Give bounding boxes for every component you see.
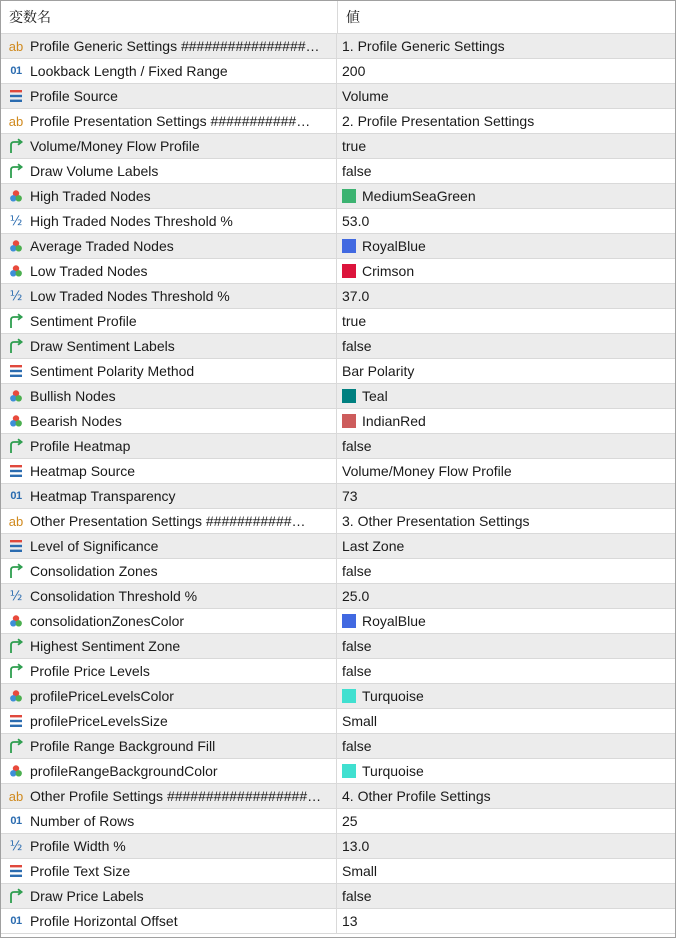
boolean-icon [7, 887, 25, 905]
color-icon [7, 412, 25, 430]
boolean-icon [7, 437, 25, 455]
property-value-cell[interactable] [337, 759, 675, 783]
property-row[interactable] [1, 484, 675, 509]
property-value-cell[interactable] [337, 859, 675, 883]
property-row[interactable] [1, 459, 675, 484]
property-row[interactable] [1, 559, 675, 584]
property-value: false [342, 888, 372, 904]
property-name-cell[interactable] [1, 734, 337, 758]
property-value-cell[interactable] [337, 909, 675, 933]
property-name-cell[interactable] [1, 759, 337, 783]
property-row[interactable] [1, 59, 675, 84]
property-value: 13 [342, 913, 358, 929]
property-value: Volume [342, 88, 389, 104]
property-row[interactable] [1, 359, 675, 384]
property-name: Profile Generic Settings ################… [30, 38, 320, 54]
name-column-header[interactable]: 変数名 [1, 1, 338, 33]
double-icon: ½ [9, 588, 23, 604]
property-value: Last Zone [342, 538, 405, 554]
property-value: false [342, 663, 372, 679]
property-name: Consolidation Threshold % [30, 588, 198, 604]
property-name: Sentiment Profile [30, 313, 137, 329]
property-name-cell[interactable] [1, 834, 337, 858]
property-value: false [342, 163, 372, 179]
property-name-cell[interactable] [1, 359, 337, 383]
property-value-cell[interactable] [337, 709, 675, 733]
property-row[interactable] [1, 434, 675, 459]
enum-icon [7, 87, 25, 105]
property-name: Draw Sentiment Labels [30, 338, 175, 354]
property-name-cell[interactable] [1, 909, 337, 933]
property-name: Profile Source [30, 88, 118, 104]
property-row[interactable] [1, 134, 675, 159]
property-value: false [342, 438, 372, 454]
property-name-cell[interactable] [1, 559, 337, 583]
property-value-cell[interactable] [337, 34, 675, 58]
property-name: Heatmap Source [30, 463, 136, 479]
property-name-cell[interactable] [1, 434, 337, 458]
grid-body [1, 34, 675, 934]
property-value: 3. Other Presentation Settings [342, 513, 530, 529]
property-row[interactable] [1, 284, 675, 309]
property-name: Profile Width % [30, 838, 126, 854]
property-value-cell[interactable] [337, 509, 675, 533]
property-row[interactable] [1, 859, 675, 884]
color-icon [7, 237, 25, 255]
property-name: Profile Text Size [30, 863, 131, 879]
property-name: Profile Price Levels [30, 663, 150, 679]
property-row[interactable] [1, 759, 675, 784]
property-value-cell[interactable] [337, 109, 675, 133]
property-value-cell[interactable] [337, 359, 675, 383]
string-icon: ab [8, 38, 24, 54]
property-name: Bearish Nodes [30, 413, 122, 429]
property-name: Draw Volume Labels [30, 163, 159, 179]
boolean-icon [7, 737, 25, 755]
property-value-cell[interactable] [337, 234, 675, 258]
property-row[interactable] [1, 84, 675, 109]
color-swatch [342, 689, 356, 703]
color-icon [7, 762, 25, 780]
boolean-icon [7, 312, 25, 330]
property-value: true [342, 138, 367, 154]
property-row[interactable] [1, 409, 675, 434]
property-value-cell[interactable] [337, 534, 675, 558]
property-name: Profile Horizontal Offset [30, 913, 178, 929]
property-name: Draw Price Labels [30, 888, 144, 904]
color-swatch [342, 764, 356, 778]
color-swatch [342, 414, 356, 428]
property-name: profilePriceLevelsSize [30, 713, 168, 729]
property-name-cell[interactable] [1, 459, 337, 483]
property-value: false [342, 738, 372, 754]
property-value-cell[interactable] [337, 484, 675, 508]
enum-icon [7, 537, 25, 555]
property-value-cell[interactable] [337, 59, 675, 83]
property-name-cell[interactable] [1, 134, 337, 158]
property-row[interactable] [1, 734, 675, 759]
property-value: 2. Profile Presentation Settings [342, 113, 535, 129]
property-row[interactable] [1, 234, 675, 259]
property-name: Profile Presentation Settings ###########… [30, 113, 311, 129]
property-name-cell[interactable] [1, 309, 337, 333]
property-name: Low Traded Nodes Threshold % [30, 288, 230, 304]
property-value: Turquoise [362, 763, 424, 779]
property-value: 4. Other Profile Settings [342, 788, 491, 804]
boolean-icon [7, 562, 25, 580]
property-value: 1. Profile Generic Settings [342, 38, 505, 54]
property-row[interactable] [1, 334, 675, 359]
property-row[interactable] [1, 509, 675, 534]
property-value-cell[interactable] [337, 584, 675, 608]
color-swatch [342, 189, 356, 203]
property-value: Bar Polarity [342, 363, 415, 379]
property-name-cell[interactable] [1, 709, 337, 733]
boolean-icon [7, 662, 25, 680]
string-icon: ab [8, 513, 24, 529]
boolean-icon [7, 337, 25, 355]
property-value-cell[interactable] [337, 634, 675, 658]
property-name: Sentiment Polarity Method [30, 363, 195, 379]
property-value: IndianRed [362, 413, 426, 429]
enum-icon [7, 462, 25, 480]
property-name-cell[interactable] [1, 509, 337, 533]
boolean-icon [7, 137, 25, 155]
property-name: Profile Heatmap [30, 438, 131, 454]
property-name-cell[interactable] [1, 209, 337, 233]
property-value: Teal [362, 388, 388, 404]
property-value: RoyalBlue [362, 238, 426, 254]
enum-icon [7, 862, 25, 880]
property-name: consolidationZonesColor [30, 613, 185, 629]
property-value: Volume/Money Flow Profile [342, 463, 512, 479]
property-name-cell[interactable] [1, 234, 337, 258]
property-row[interactable] [1, 909, 675, 934]
property-name-cell[interactable] [1, 684, 337, 708]
property-value-cell[interactable] [337, 159, 675, 183]
property-name-cell[interactable] [1, 59, 337, 83]
property-value-cell[interactable] [337, 84, 675, 108]
property-row[interactable] [1, 634, 675, 659]
property-value-cell[interactable] [337, 309, 675, 333]
property-row[interactable] [1, 684, 675, 709]
property-value: 53.0 [342, 213, 370, 229]
color-icon [7, 612, 25, 630]
property-row[interactable] [1, 384, 675, 409]
property-name-cell[interactable] [1, 409, 337, 433]
property-value-cell[interactable] [337, 384, 675, 408]
boolean-icon [7, 162, 25, 180]
property-name: Consolidation Zones [30, 563, 158, 579]
property-value: true [342, 313, 367, 329]
integer-icon: 01 [10, 815, 22, 827]
property-value-cell[interactable] [337, 284, 675, 308]
property-name-cell[interactable] [1, 809, 337, 833]
property-value-cell[interactable] [337, 834, 675, 858]
property-row[interactable] [1, 534, 675, 559]
property-name-cell[interactable] [1, 109, 337, 133]
property-name: profilePriceLevelsColor [30, 688, 174, 704]
property-row[interactable] [1, 809, 675, 834]
string-icon: ab [8, 113, 24, 129]
property-value: Crimson [362, 263, 415, 279]
property-value-cell[interactable] [337, 684, 675, 708]
property-name: Low Traded Nodes [30, 263, 148, 279]
boolean-icon [7, 637, 25, 655]
property-row[interactable] [1, 659, 675, 684]
property-value: false [342, 563, 372, 579]
property-value-cell[interactable] [337, 334, 675, 358]
property-row[interactable] [1, 259, 675, 284]
integer-icon: 01 [10, 915, 22, 927]
property-name: profileRangeBackgroundColor [30, 763, 218, 779]
property-name: Other Profile Settings ##################… [30, 788, 322, 804]
property-name-cell[interactable] [1, 784, 337, 808]
property-name-cell[interactable] [1, 634, 337, 658]
property-name-cell[interactable] [1, 284, 337, 308]
enum-icon [7, 712, 25, 730]
property-value-cell[interactable] [337, 659, 675, 683]
property-value: Small [342, 863, 378, 879]
property-name-cell[interactable] [1, 259, 337, 283]
property-value-cell[interactable] [337, 434, 675, 458]
property-name-cell[interactable] [1, 184, 337, 208]
property-value-cell[interactable] [337, 734, 675, 758]
property-value-cell[interactable] [337, 134, 675, 158]
property-name-cell[interactable] [1, 484, 337, 508]
string-icon: ab [8, 788, 24, 804]
property-name: Volume/Money Flow Profile [30, 138, 200, 154]
property-value-cell[interactable] [337, 209, 675, 233]
integer-icon: 01 [10, 65, 22, 77]
property-row[interactable] [1, 159, 675, 184]
property-value-cell[interactable] [337, 409, 675, 433]
property-row[interactable] [1, 209, 675, 234]
property-value: RoyalBlue [362, 613, 426, 629]
property-row[interactable] [1, 184, 675, 209]
property-row[interactable] [1, 309, 675, 334]
property-row[interactable] [1, 609, 675, 634]
property-name: Bullish Nodes [30, 388, 116, 404]
double-icon: ½ [9, 213, 23, 229]
property-value: 25 [342, 813, 358, 829]
property-name-cell[interactable] [1, 609, 337, 633]
color-swatch [342, 389, 356, 403]
property-name-cell[interactable] [1, 884, 337, 908]
color-icon [7, 687, 25, 705]
property-name: High Traded Nodes [30, 188, 151, 204]
double-icon: ½ [9, 838, 23, 854]
property-name: Profile Range Background Fill [30, 738, 216, 754]
property-value: 13.0 [342, 838, 370, 854]
integer-icon: 01 [10, 490, 22, 502]
property-row[interactable] [1, 584, 675, 609]
property-name-cell[interactable] [1, 34, 337, 58]
property-row[interactable] [1, 709, 675, 734]
enum-icon [7, 362, 25, 380]
property-name: Other Presentation Settings ###########… [30, 513, 306, 529]
color-icon [7, 262, 25, 280]
color-swatch [342, 614, 356, 628]
property-name: Level of Significance [30, 538, 159, 554]
color-swatch [342, 264, 356, 278]
property-row[interactable] [1, 34, 675, 59]
property-value-cell[interactable] [337, 609, 675, 633]
grid-header [1, 1, 675, 34]
property-value: false [342, 338, 372, 354]
property-value: Turquoise [362, 688, 424, 704]
property-name-cell[interactable] [1, 84, 337, 108]
property-name-cell[interactable] [1, 659, 337, 683]
property-value: MediumSeaGreen [362, 188, 476, 204]
property-name: Lookback Length / Fixed Range [30, 63, 228, 79]
property-name: Heatmap Transparency [30, 488, 176, 504]
property-name: Average Traded Nodes [30, 238, 174, 254]
property-value: 73 [342, 488, 358, 504]
property-name-cell[interactable] [1, 859, 337, 883]
property-value-cell[interactable] [337, 184, 675, 208]
color-icon [7, 387, 25, 405]
property-name-cell[interactable] [1, 159, 337, 183]
property-value-cell[interactable] [337, 459, 675, 483]
property-row[interactable] [1, 109, 675, 134]
property-value-cell[interactable] [337, 784, 675, 808]
property-name: Highest Sentiment Zone [30, 638, 181, 654]
color-icon [7, 187, 25, 205]
property-value: Small [342, 713, 378, 729]
property-value-cell[interactable] [337, 884, 675, 908]
property-row[interactable] [1, 884, 675, 909]
property-name: High Traded Nodes Threshold % [30, 213, 233, 229]
property-value: 37.0 [342, 288, 370, 304]
property-name: Number of Rows [30, 813, 135, 829]
property-name-cell[interactable] [1, 384, 337, 408]
property-name-cell[interactable] [1, 584, 337, 608]
property-value-cell[interactable] [337, 809, 675, 833]
property-value: 25.0 [342, 588, 370, 604]
property-value-cell[interactable] [337, 259, 675, 283]
property-row[interactable] [1, 834, 675, 859]
property-name-cell[interactable] [1, 534, 337, 558]
property-name-cell[interactable] [1, 334, 337, 358]
value-column-header[interactable]: 値 [346, 9, 360, 25]
property-value: false [342, 638, 372, 654]
property-value: 200 [342, 63, 366, 79]
property-row[interactable] [1, 784, 675, 809]
property-value-cell[interactable] [337, 559, 675, 583]
double-icon: ½ [9, 288, 23, 304]
color-swatch [342, 239, 356, 253]
